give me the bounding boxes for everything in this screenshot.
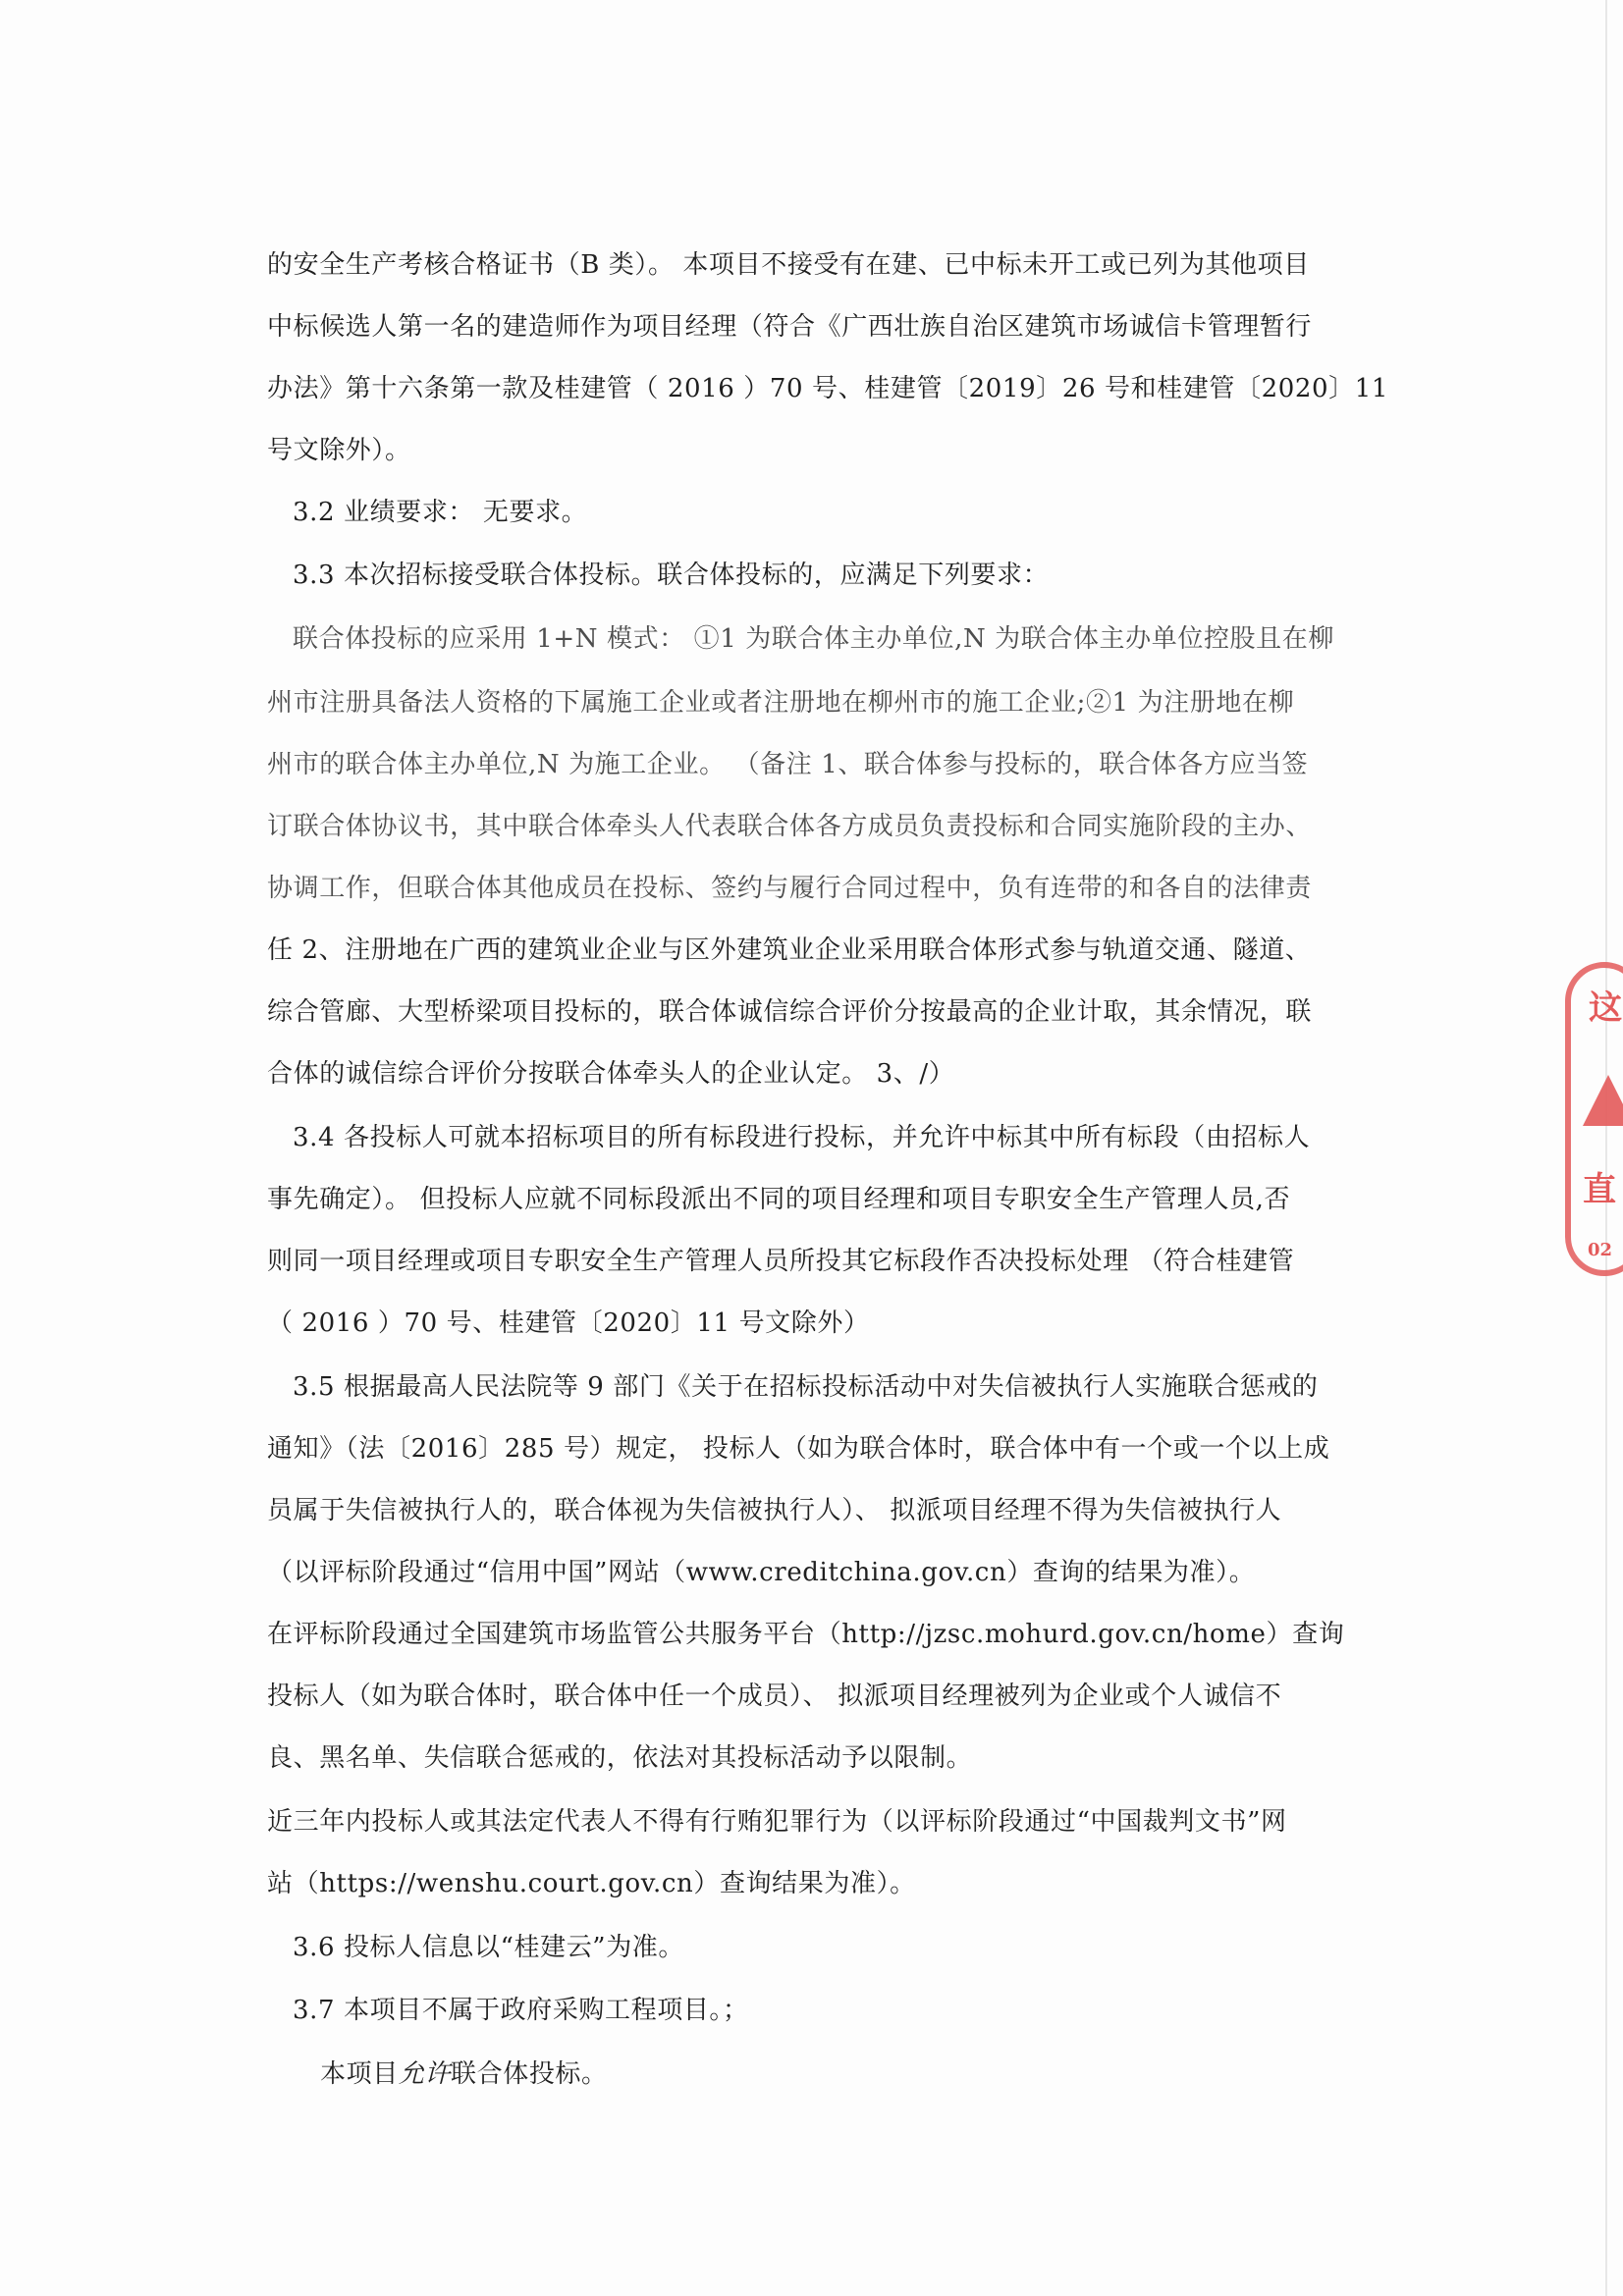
joint-bid-line: 合体的诚信综合评价分按联合体牵头人的企业认定。 3、/） [267, 1059, 955, 1089]
section-3-5-line: 员属于失信被执行人的，联合体视为失信被执行人）、 拟派项目经理不得为失信被执行人 [267, 1496, 1282, 1525]
joint-bid-line: 综合管廊、大型桥梁项目投标的，联合体诚信综合评价分按最高的企业计取，其余情况，联 [267, 997, 1313, 1027]
bribery-check-line: 站（https://wenshu.court.gov.cn）查询结果为准）。 [267, 1869, 916, 1898]
paragraph-line: 中标候选人第一名的建造师作为项目经理（符合《广西壮族自治区建筑市场诚信卡管理暂行 [267, 312, 1313, 342]
allowed-emphasis: 允许 [398, 2059, 452, 2089]
joint-bid-line: 任 2、注册地在广西的建筑业企业与区外建筑业企业采用联合体形式参与轨道交通、隧道、 [267, 935, 1312, 965]
paragraph-line: 号文除外）。 [267, 436, 411, 465]
platform-check-line: 投标人（如为联合体时，联合体中任一个成员）、 拟派项目经理被列为企业或个人诚信不 [267, 1682, 1282, 1711]
joint-bid-line: 协调工作，但联合体其他成员在投标、签约与履行合同过程中，负有连带的和各自的法律责 [267, 874, 1313, 903]
seal-glyph-top: 这 [1589, 988, 1622, 1028]
section-3-6-line: 3.6 投标人信息以“桂建云”为准。 [293, 1933, 684, 1962]
paragraph-line: 办法》第十六条第一款及桂建管（ 2016 ）70 号、桂建管〔2019〕26 号和桂建管〔2020〕11 [267, 374, 1389, 403]
seal-number: 02 [1588, 1240, 1613, 1260]
platform-check-line: 良、黑名单、失信联合惩戒的，依法对其投标活动予以限制。 [267, 1743, 973, 1773]
section-3-5-line: 3.5 根据最高人民法院等 9 部门《关于在招标投标活动中对失信被执行人实施联合惩戒的 [293, 1372, 1319, 1402]
joint-bid-line: 州市的联合体主办单位,N 为施工企业。 （备注 1、联合体参与投标的，联合体各方应当签 [267, 750, 1309, 779]
section-3-5-line: 通知》（法〔2016〕285 号）规定， 投标人（如为联合体时，联合体中有一个或一个以上成 [267, 1434, 1330, 1464]
section-3-4-line: 则同一项目经理或项目专职安全生产管理人员所投其它标段作否决投标处理 （符合桂建管 [267, 1247, 1295, 1276]
section-3-4-line: 3.4 各投标人可就本招标项目的所有标段进行投标，并允许中标其中所有标段（由招标人 [293, 1123, 1311, 1152]
section-3-4-line: 事先确定）。 但投标人应就不同标段派出不同的项目经理和项目专职安全生产管理人员,否 [267, 1185, 1291, 1214]
section-3-4-line: （ 2016 ）70 号、桂建管〔2020〕11 号文除外） [267, 1308, 870, 1338]
allowed-prefix: 本项目 [320, 2059, 399, 2089]
platform-check-line: 在评标阶段通过全国建筑市场监管公共服务平台（http://jzsc.mohurd.gov.cn/home）查询 [267, 1620, 1345, 1649]
joint-bid-line: 州市注册具备法人资格的下属施工企业或者注册地在柳州市的施工企业;②1 为注册地在柳 [267, 688, 1295, 718]
section-3-5-line: （以评标阶段通过“信用中国”网站（www.creditchina.gov.cn）查询的结果为准）。 [267, 1558, 1256, 1587]
section-3-2-line: 3.2 业绩要求： 无要求。 [293, 498, 588, 527]
joint-bid-line: 联合体投标的应采用 1+N 模式： ①1 为联合体主办单位,N 为联合体主办单位控股且在柳 [293, 624, 1334, 654]
section-3-7-line: 3.7 本项目不属于政府采购工程项目。； [293, 1996, 749, 2025]
bribery-check-line: 近三年内投标人或其法定代表人不得有行贿犯罪行为（以评标阶段通过“中国裁判文书”网 [267, 1807, 1287, 1837]
section-3-3-line: 3.3 本次招标接受联合体投标。联合体投标的，应满足下列要求： [293, 561, 1050, 590]
joint-bid-line: 订联合体协议书，其中联合体牵头人代表联合体各方成员负责投标和合同实施阶段的主办、 [267, 812, 1313, 841]
paragraph-line: 的安全生产考核合格证书（B 类）。 本项目不接受有在建、已中标未开工或已列为其他项目 [267, 250, 1310, 280]
joint-bid-allowed-line [320, 2056, 608, 2092]
seal-glyph-bottom: 直 [1583, 1170, 1616, 1209]
allowed-suffix: 联合体投标。 [451, 2059, 608, 2089]
seal-star-icon [1583, 1075, 1623, 1126]
